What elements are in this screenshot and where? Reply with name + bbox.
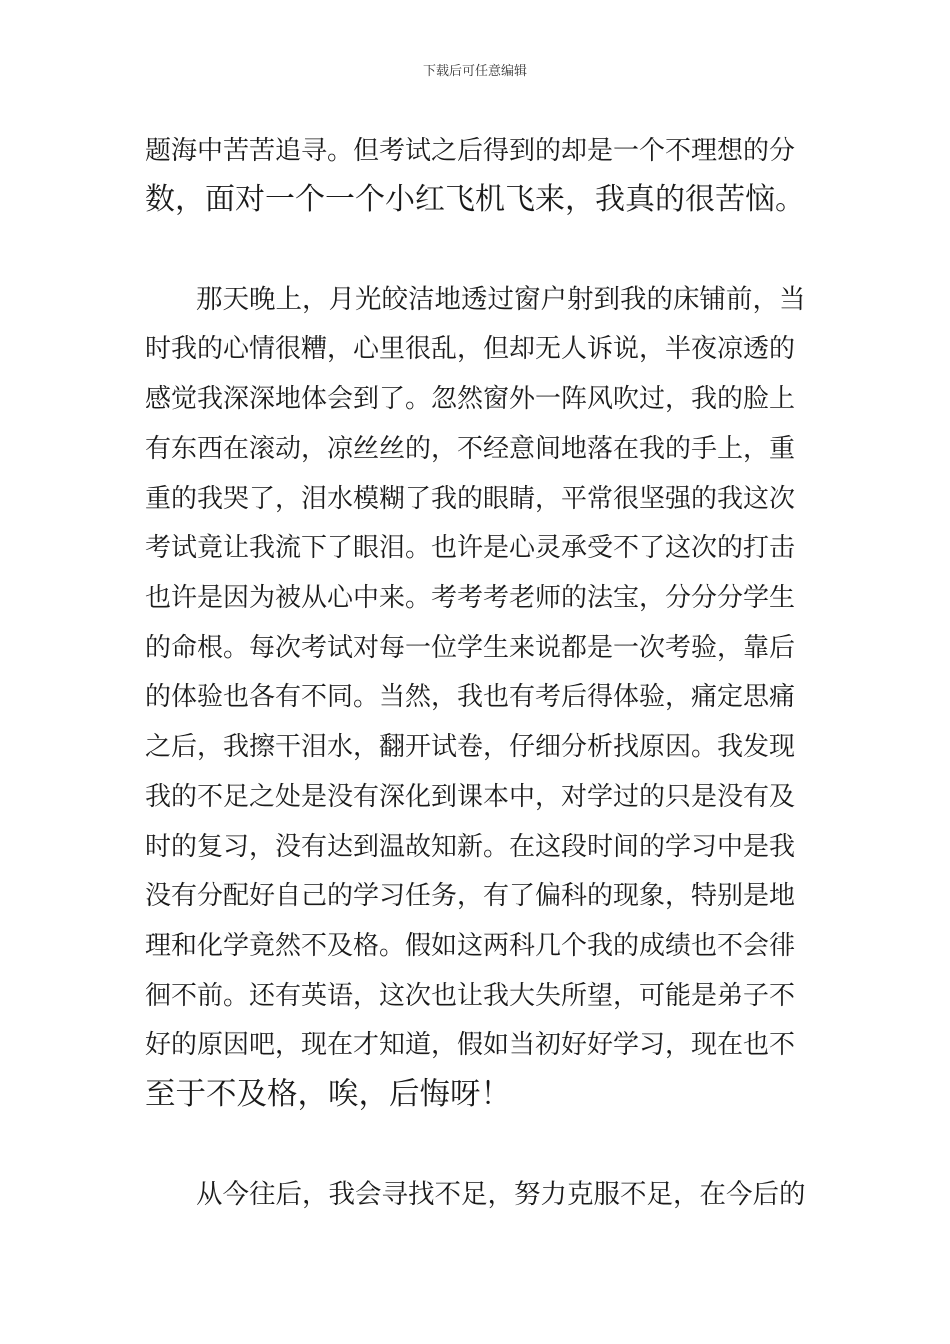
paragraph-2-line-6: 考试竟让我流下了眼泪。也许是心灵承受不了这次的打击 (145, 533, 796, 563)
paragraph-2-line-14: 理和化学竟然不及格。假如这两科几个我的成绩也不会徘 (145, 931, 796, 961)
paragraph-2-line-10: 之后，我擦干泪水，翻开试卷，仔细分析找原因。我发现 (145, 732, 796, 762)
paragraph-2-line-9: 的体验也各有不同。当然，我也有考后得体验，痛定思痛 (145, 682, 796, 712)
paragraph-2-line-12: 时的复习，没有达到温故知新。在这段时间的学习中是我 (145, 832, 796, 862)
paragraph-2-line-13: 没有分配好自己的学习任务，有了偏科的现象，特别是地 (145, 881, 796, 911)
paragraph-2-line-5: 重的我哭了，泪水模糊了我的眼睛，平常很坚强的我这次 (145, 484, 796, 514)
paragraph-2-line-1: 那天晚上，月光皎洁地透过窗户射到我的床铺前，当 (196, 284, 806, 315)
paragraph-2-line-8: 的命根。每次考试对每一位学生来说都是一次考验，靠后 (145, 633, 796, 663)
paragraph-2-line-3: 感觉我深深地体会到了。忽然窗外一阵风吹过，我的脸上 (145, 384, 796, 414)
paragraph-2-line-11: 我的不足之处是没有深化到课本中，对学过的只是没有及 (145, 782, 796, 812)
paragraph-1-line-2: 数，面对一个一个小红飞机飞来，我真的很苦恼。 (145, 182, 805, 217)
paragraph-3-line-1: 从今往后，我会寻找不足，努力克服不足，在今后的 (196, 1179, 806, 1210)
paragraph-2-line-4: 有东西在滚动，凉丝丝的，不经意间地落在我的手上，重 (145, 434, 796, 464)
paragraph-2-line-15: 徊不前。还有英语，这次也让我大失所望，可能是弟子不 (145, 981, 796, 1011)
page-header-note: 下载后可任意编辑 (422, 64, 527, 79)
paragraph-2-line-2: 时我的心情很糟，心里很乱，但却无人诉说，半夜凉透的 (145, 334, 796, 364)
paragraph-1-line-1: 题海中苦苦追寻。但考试之后得到的却是一个不理想的分 (145, 136, 796, 166)
paragraph-2-line-16: 好的原因吧，现在才知道，假如当初好好学习，现在也不 (145, 1030, 796, 1060)
paragraph-2-line-7: 也许是因为被从心中来。考考考老师的法宝，分分分学生 (145, 583, 796, 613)
paragraph-2-line-17: 至于不及格，唉，后悔呀！ (145, 1077, 511, 1112)
